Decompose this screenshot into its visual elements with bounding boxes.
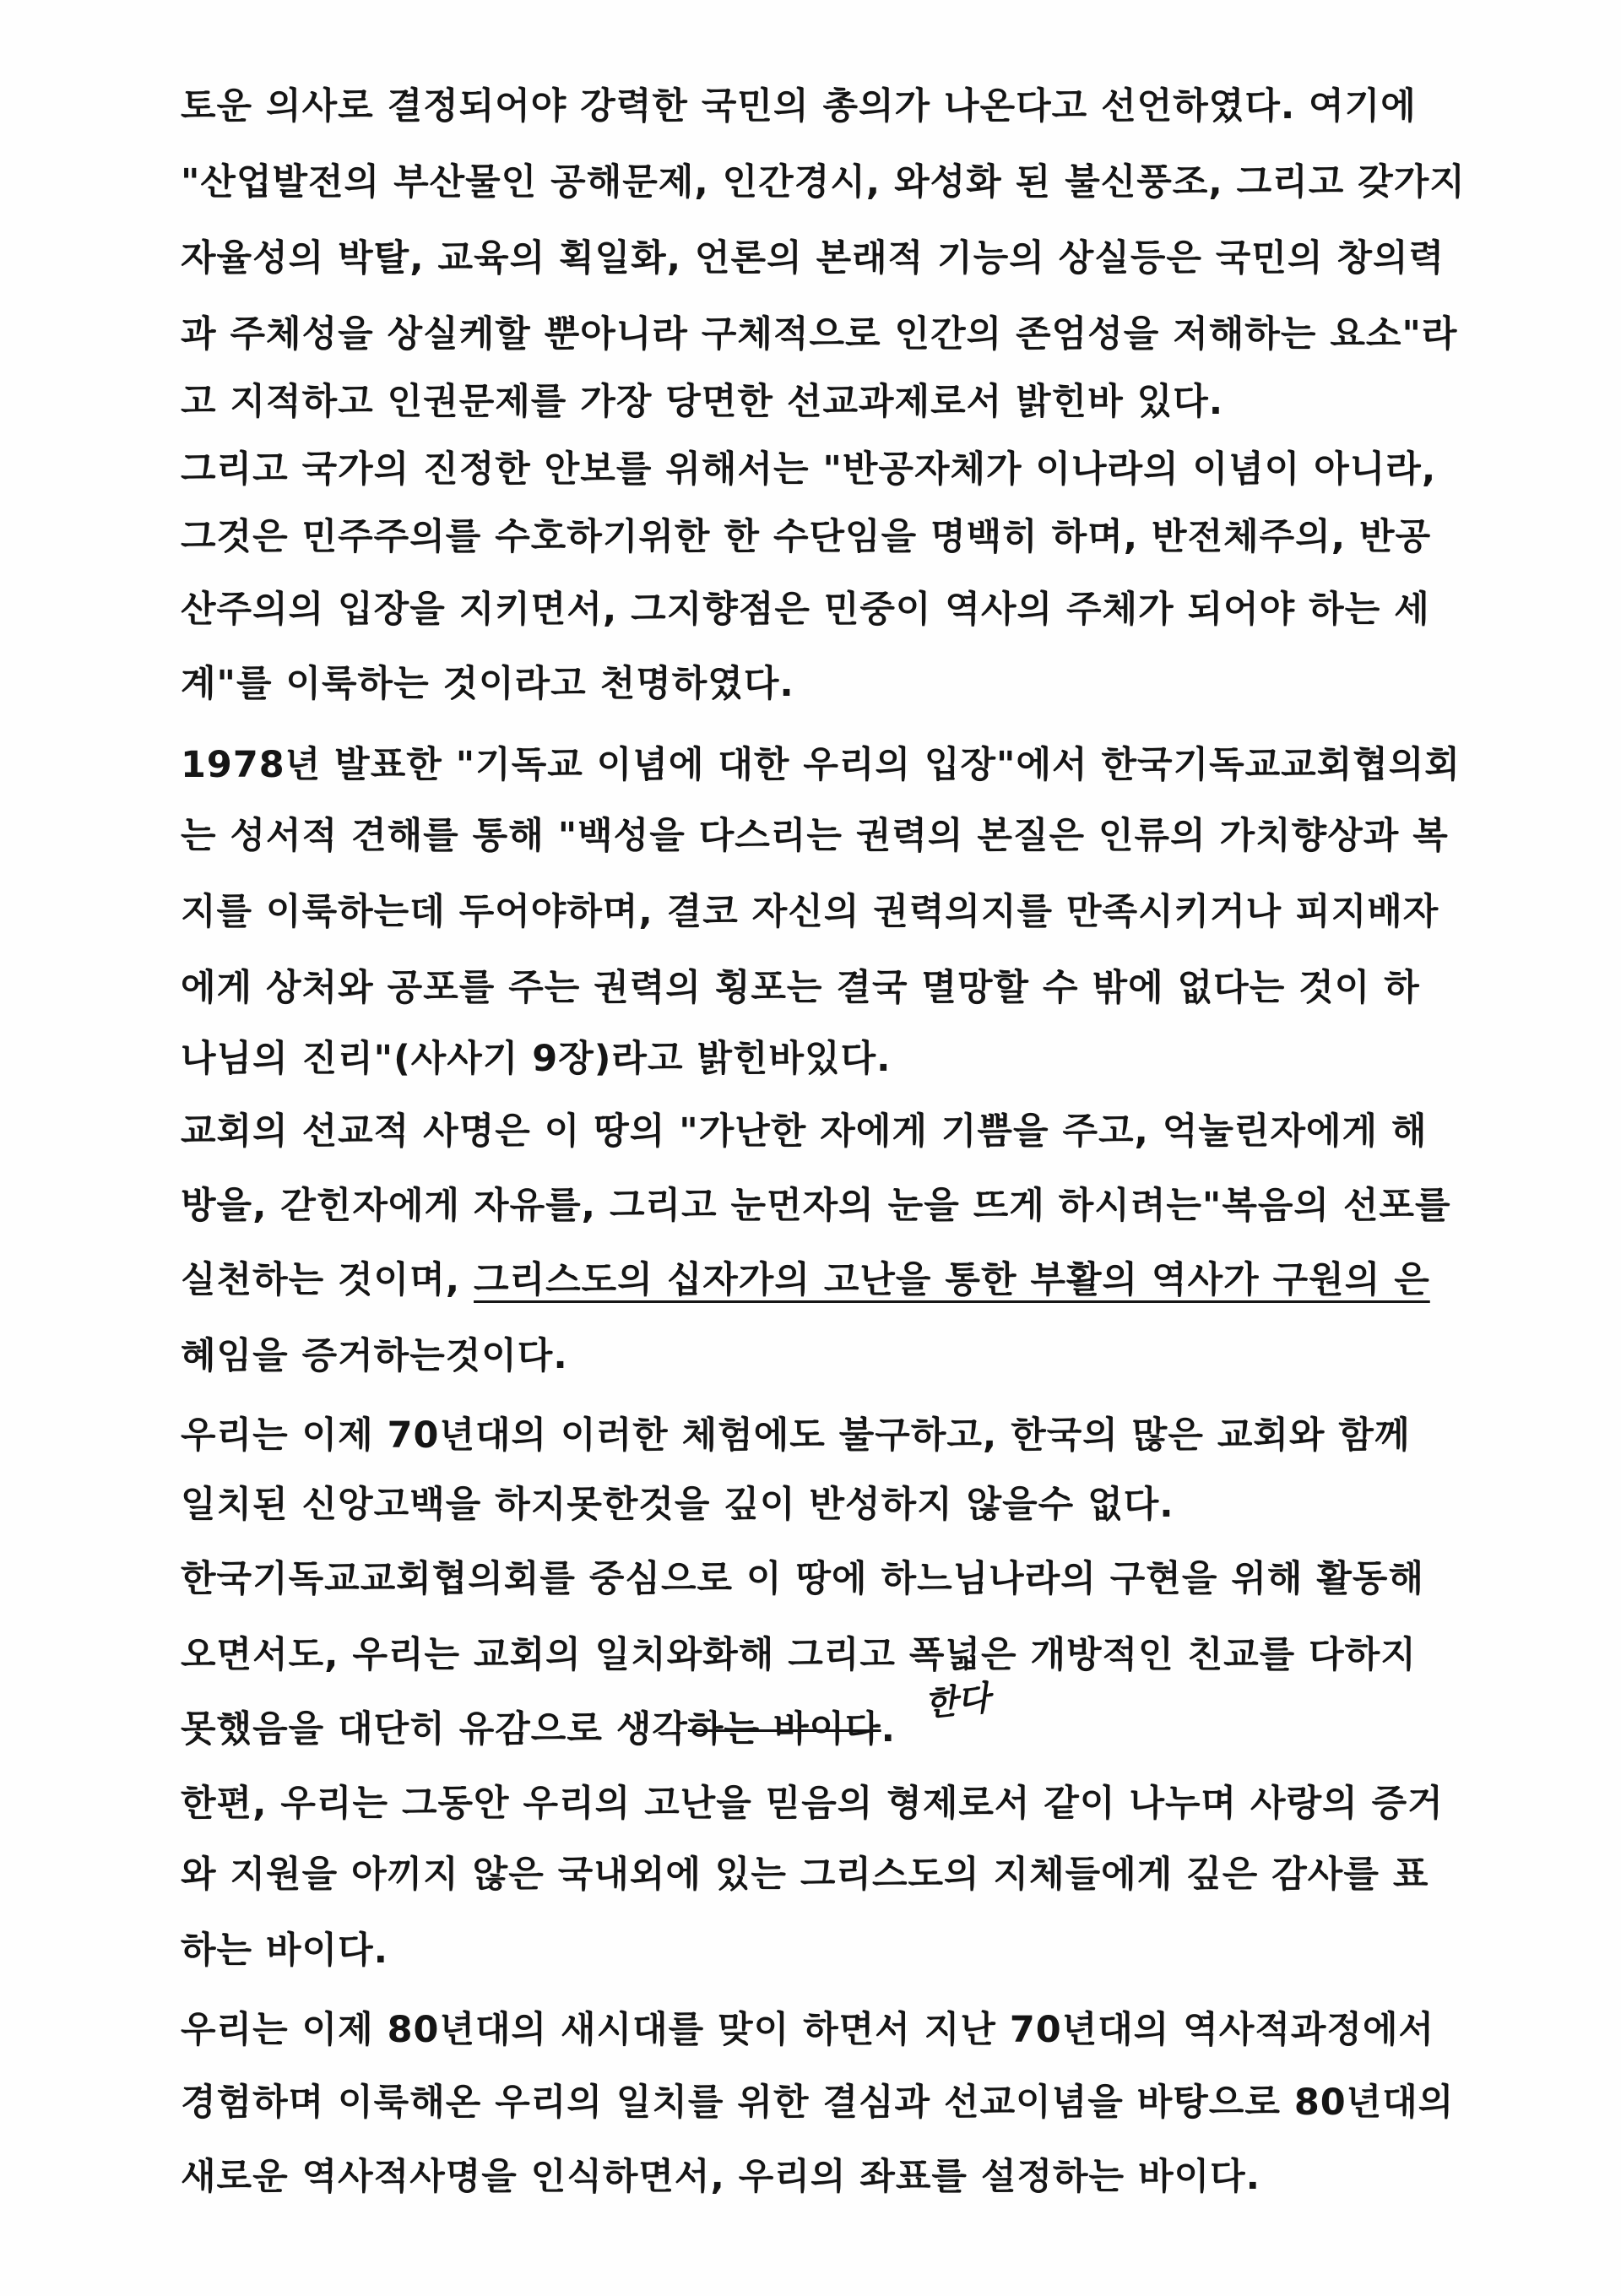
text-line: 그리고 국가의 진정한 안보를 위해서는 "반공자체가 이나라의 이념이 아니라,: [181, 448, 1437, 491]
text-line: 고 지적하고 인권문제를 가장 당면한 선교과제로서 밝힌바 있다.: [181, 381, 1224, 423]
text-line: 과 주체성을 상실케할 뿐아니라 구체적으로 인간의 존엄성을 저해하는 요소"라: [181, 313, 1458, 356]
text-line: 경험하며 이룩해온 우리의 일치를 위한 결심과 선교이념을 바탕으로 80년대의: [181, 2082, 1455, 2124]
text-line: 지를 이룩하는데 두어야하며, 결코 자신의 권력의지를 만족시키거나 피지배자: [181, 891, 1439, 933]
text-line: 는 성서적 견해를 통해 "백성을 다스리는 권력의 본질은 인류의 가치향상과 복: [181, 815, 1449, 857]
text-line: 계"를 이룩하는 것이라고 천명하였다.: [181, 663, 794, 705]
text-line: 그것은 민주주의를 수호하기위한 한 수단임을 명백히 하며, 반전체주의, 반공: [181, 516, 1432, 558]
text-line: 에게 상처와 공포를 주는 권력의 횡포는 결국 멸망할 수 밖에 없다는 것이 하: [181, 967, 1420, 1009]
text-line-start: 실천하는 것이며,: [181, 1259, 474, 1301]
underlined-text: 그리스도의 십자가의 고난을 통한 부활의 역사가 구원의 은: [474, 1259, 1430, 1301]
text-line: 오면서도, 우리는 교회의 일치와화해 그리고 폭넓은 개방적인 친교를 다하지: [181, 1634, 1417, 1676]
text-line: 한국기독교교회협의회를 중심으로 이 땅에 하느님나라의 구현을 위해 활동해: [181, 1558, 1425, 1600]
text-line-start: 못했음을 대단히 유감으로 생각: [181, 1708, 688, 1750]
handwritten-annotation: 한다: [923, 1678, 992, 1724]
text-line: 산주의의 입장을 지키면서, 그지향점은 민중이 역사의 주체가 되어야 하는 세: [181, 589, 1430, 631]
text-line: 새로운 역사적사명을 인식하면서, 우리의 좌표를 설정하는 바이다.: [181, 2156, 1261, 2198]
text-line: [181, 1255, 1430, 1305]
text-line: 우리는 이제 70년대의 이러한 체험에도 불구하고, 한국의 많은 교회와 함께: [181, 1414, 1411, 1457]
text-line: 자율성의 박탈, 교육의 획일화, 언론의 본래적 기능의 상실등은 국민의 창의력: [181, 237, 1445, 280]
text-line: 한편, 우리는 그동안 우리의 고난을 믿음의 형제로서 같이 나누며 사랑의 증거: [181, 1783, 1444, 1825]
text-line-end: .: [881, 1708, 896, 1750]
text-line: 혜임을 증거하는것이다.: [181, 1335, 568, 1377]
text-line: [181, 1704, 896, 1755]
text-line: "산업발전의 부산물인 공해문제, 인간경시, 와성화 된 불신풍조, 그리고 갖가지: [181, 161, 1466, 204]
text-line: 교회의 선교적 사명은 이 땅의 "가난한 자에게 기쁨을 주고, 억눌린자에게 해: [181, 1110, 1428, 1153]
text-line: 우리는 이제 80년대의 새시대를 맞이 하면서 지난 70년대의 역사적과정에서: [181, 2009, 1435, 2051]
text-line: 토운 의사로 결정되어야 강력한 국민의 총의가 나온다고 선언하였다. 여기에: [181, 85, 1417, 128]
text-line: 나님의 진리"(사사기 9장)라고 밝힌바있다.: [181, 1038, 892, 1080]
text-line: 일치된 신앙고백을 하지못한것을 깊이 반성하지 않을수 없다.: [181, 1484, 1174, 1526]
text-line: 하는 바이다.: [181, 1930, 388, 1972]
text-line: 와 지원을 아끼지 않은 국내외에 있는 그리스도의 지체들에게 깊은 감사를 표: [181, 1854, 1429, 1896]
struck-through-text: 하는 바이다: [687, 1708, 881, 1750]
text-line: 1978년 발표한 "기독교 이념에 대한 우리의 입장"에서 한국기독교교회협의회: [181, 744, 1461, 786]
text-line: 방을, 갇힌자에게 자유를, 그리고 눈먼자의 눈을 뜨게 하시려는"복음의 선포를: [181, 1185, 1451, 1227]
